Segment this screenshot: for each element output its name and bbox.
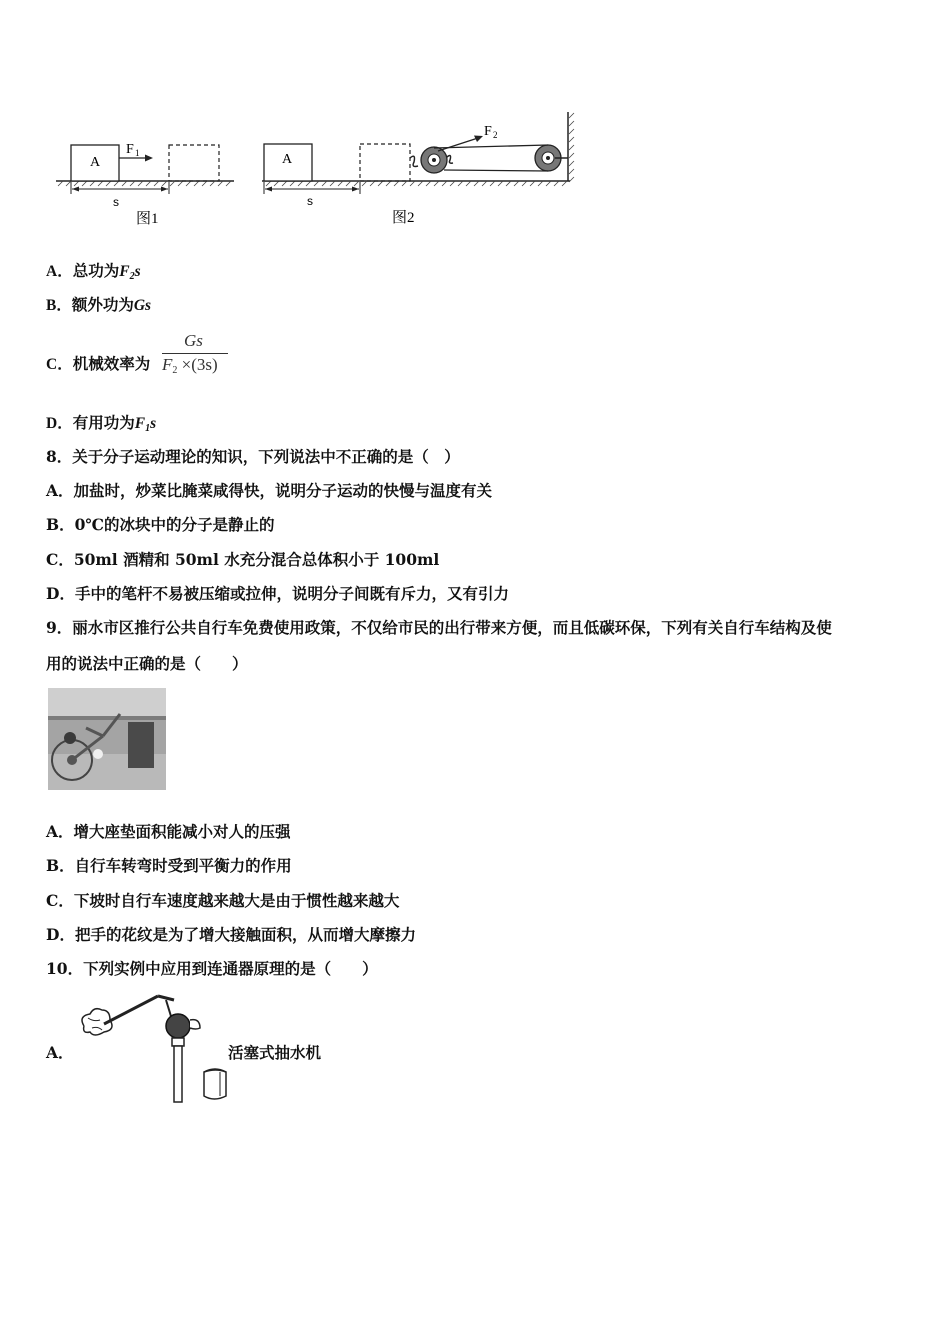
- parking-post: [128, 722, 154, 768]
- distance-label: s: [307, 194, 313, 208]
- force-sub: 1: [135, 148, 140, 158]
- moved-block-outline: [169, 145, 219, 181]
- figure-caption: 图2: [392, 210, 415, 226]
- q8-stem: 8．关于分子运动理论的知识，下列说法中不正确的是（ ）: [46, 447, 460, 466]
- pump-body: [166, 1014, 190, 1038]
- piston-pump-figure: [74, 988, 234, 1106]
- figure-1: [52, 138, 242, 233]
- pump-pipe: [174, 1046, 182, 1102]
- moved-block-outline: [360, 144, 410, 181]
- force-sub: 2: [493, 130, 498, 140]
- q10-option-a-letter: A．: [46, 1043, 74, 1062]
- q9-stem-line1: 9．丽水市区推行公共自行车免费使用政策，不仅给市民的出行带来方便，而且低碳环保，下列有关自行车结构及使: [46, 618, 832, 637]
- q9-option-b: B．自行车转弯时受到平衡力的作用: [46, 856, 292, 875]
- force-arrow: [438, 138, 478, 151]
- bicycle-photo: [48, 688, 166, 790]
- q8-option-d: D．手中的笔杆不易被压缩或拉伸，说明分子间既有斥力，又有引力: [46, 584, 509, 603]
- q9-stem-line2: 用的说法中正确的是（ ）: [46, 654, 248, 673]
- q8-option-a: A．加盐时，炒菜比腌菜咸得快，说明分子运动的快慢与温度有关: [46, 481, 493, 500]
- q10-option-a-text: 活塞式抽水机: [228, 1043, 322, 1062]
- q9-option-d: D．把手的花纹是为了增大接触面积，从而增大摩擦力: [46, 925, 416, 944]
- q7-option-a: A．总功为$F_2s$: [46, 261, 141, 282]
- force-label: F: [484, 124, 492, 139]
- q8-option-b: B．0℃的冰块中的分子是静止的: [46, 515, 275, 534]
- rope-hook: [410, 156, 418, 166]
- block-a-label: A: [282, 152, 293, 167]
- q9-option-a: A．增大座垫面积能减小对人的压强: [46, 822, 291, 841]
- block-a-label: A: [90, 155, 101, 170]
- q9-option-c: C．下坡时自行车速度越来越大是由于惯性越来越大: [46, 891, 400, 910]
- rope-lower: [444, 170, 548, 171]
- q8-option-c: C．50ml 酒精和 50ml 水充分混合总体积小于 100ml: [46, 550, 440, 569]
- q7-option-c: C．机械效率为: [46, 354, 151, 373]
- distance-label: s: [113, 195, 119, 209]
- q7-option-b: B．额外功为Gs: [46, 295, 152, 314]
- spout: [190, 1020, 200, 1029]
- force-label: F: [126, 142, 134, 157]
- figure-caption: 图1: [136, 211, 159, 227]
- q10-stem: 10．下列实例中应用到连通器原理的是（ ）: [46, 959, 378, 978]
- q7-option-d: D．有用功为$F_1s$: [46, 413, 157, 434]
- bucket: [204, 1070, 226, 1099]
- pump-handle: [104, 996, 158, 1024]
- force-arrowhead: [145, 155, 153, 162]
- figure-2: [258, 108, 588, 233]
